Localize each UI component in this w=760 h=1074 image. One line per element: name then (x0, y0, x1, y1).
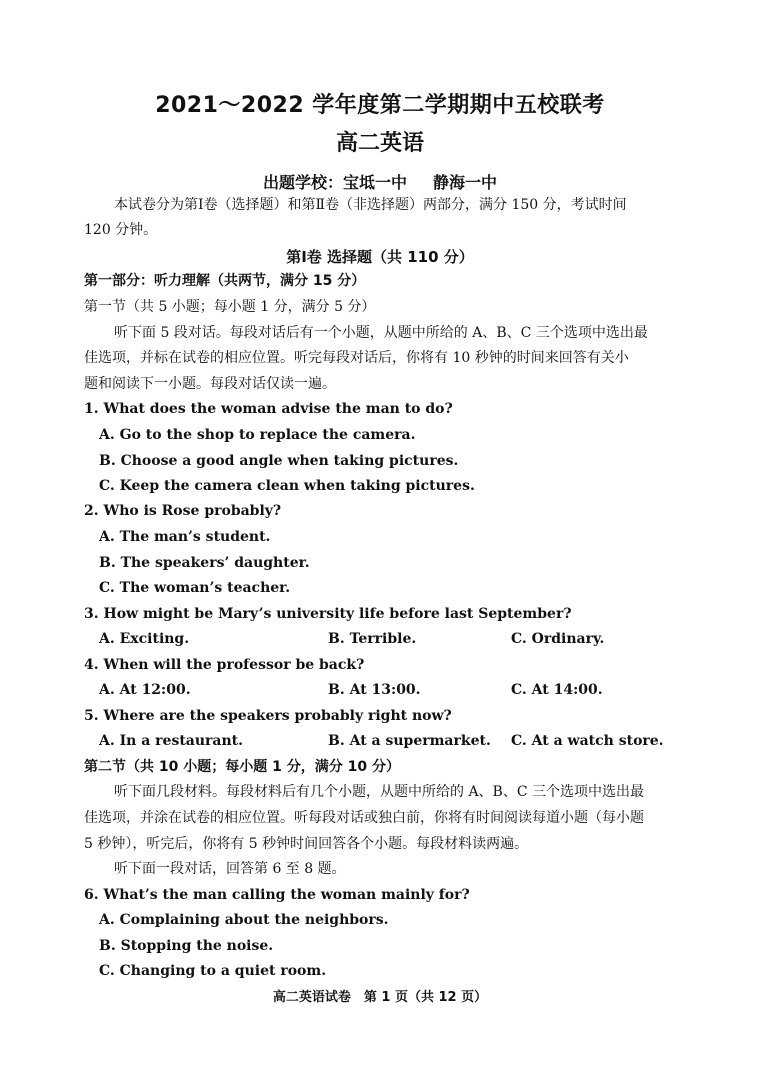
question-4-option-b: B. At 13:00. (328, 682, 421, 698)
schools-line (0, 170, 760, 193)
sub-2-instruction: 5 秒钟），听完后，你将有 5 秒钟时间回答各个小题。每段材料读两遍。 (84, 836, 529, 852)
question-4: 4. When will the professor be back? (84, 657, 365, 673)
question-5: 5. Where are the speakers probably right now? (84, 708, 452, 724)
question-6-option-c: C. Changing to a quiet room. (99, 963, 327, 979)
page-footer: 高二英语试卷 第 1 页（共 12 页） (272, 990, 488, 1005)
intro-line-2: 120 分钟。 (84, 222, 158, 238)
question-3: 3. How might be Mary’s university life before last September? (84, 606, 572, 622)
sub-1-instruction: 听下面 5 段对话。每段对话后有一个小题，从题中所给的 A、B、C 三个选项中选出最 (114, 325, 648, 341)
sub-2-title: 第二节（共 10 小题；每小题 1 分，满分 10 分） (84, 759, 400, 775)
question-6-option-a: A. Complaining about the neighbors. (99, 912, 389, 928)
question-3-option-b: B. Terrible. (328, 631, 417, 647)
question-1-option-b: B. Choose a good angle when taking pictures. (99, 453, 459, 469)
question-6-option-b: B. Stopping the noise. (99, 938, 274, 954)
schools-label: 出题学校：宝坻一中 (262, 173, 407, 192)
question-4-option-a: A. At 12:00. (99, 682, 191, 698)
question-5-option-b: B. At a supermarket. (328, 733, 491, 749)
question-5-option-c: C. At a watch store. (511, 733, 664, 749)
sub-2-instruction: 听下面几段材料。每段材料后有几个小题，从题中所给的 A、B、C 三个选项中选出最 (114, 784, 645, 800)
schools-second: 静海一中 (433, 173, 498, 192)
question-1-option-c: C. Keep the camera clean when taking pictures. (99, 478, 475, 494)
part-1-title: 第一部分：听力理解（共两节，满分 15 分） (84, 273, 366, 289)
exam-title: 2021～2022 学年度第二学期期中五校联考 (155, 93, 605, 118)
sub-2-instruction: 佳选项，并涂在试卷的相应位置。听每段对话或独白前，你将有时间阅读每道小题（每小题 (84, 810, 644, 826)
intro-line-1: 本试卷分为第Ⅰ卷（选择题）和第Ⅱ卷（非选择题）两部分，满分 150 分，考试时间 (114, 197, 627, 213)
section-1-title: 第Ⅰ卷 选择题（共 110 分） (286, 248, 474, 266)
question-3-option-a: A. Exciting. (99, 631, 190, 647)
sub-1-instruction: 佳选项，并标在试卷的相应位置。听完每段对话后，你将有 10 秒钟的时间来回答有关小 (84, 350, 629, 366)
question-4-option-c: C. At 14:00. (511, 682, 603, 698)
question-5-option-a: A. In a restaurant. (99, 733, 244, 749)
question-1: 1. What does the woman advise the man to do? (84, 401, 453, 417)
question-2: 2. Who is Rose probably? (84, 503, 282, 519)
question-1-option-a: A. Go to the shop to replace the camera. (99, 427, 416, 443)
sub-1-title: 第一节（共 5 小题；每小题 1 分，满分 5 分） (84, 299, 376, 315)
exam-subject: 高二英语 (335, 131, 424, 156)
question-3-option-c: C. Ordinary. (511, 631, 605, 647)
question-6: 6. What’s the man calling the woman mainly for? (84, 887, 470, 903)
sub-1-instruction: 题和阅读下一小题。每段对话仅读一遍。 (84, 376, 336, 392)
question-2-option-b: B. The speakers’ daughter. (99, 555, 310, 571)
question-2-option-a: A. The man’s student. (99, 529, 271, 545)
question-2-option-c: C. The woman’s teacher. (99, 580, 291, 596)
sub-2-subinstruction: 听下面一段对话，回答第 6 至 8 题。 (114, 861, 346, 877)
